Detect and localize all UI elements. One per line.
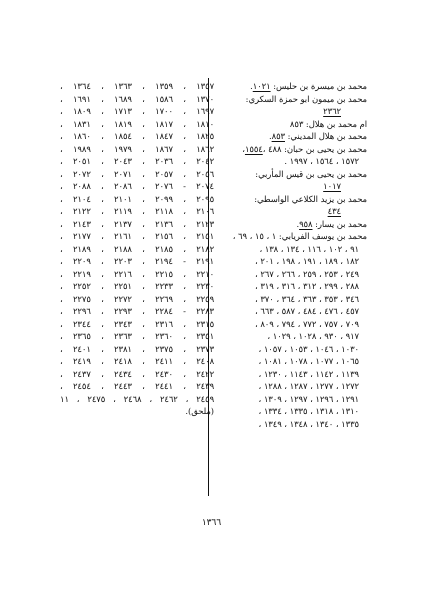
entry-text: محمد بن هلال المديني: xyxy=(285,131,367,141)
index-number-line: ٢١٠٦ ، ٢١١٨ ، ٢١١٩ ، ٢١٢٢ ، xyxy=(60,206,214,216)
index-number-line: ٢٢٥٩ ، ٢٢٦٩ ، ٢٢٧٢ ، ٢٢٧٥ ، xyxy=(60,293,214,304)
index-number-line: ٢٤٢٢ ، ٢٤٣٠ ، ٢٤٣٤ ، ٢٤٣٧ ، xyxy=(60,368,214,379)
index-entry-line xyxy=(209,155,367,168)
entry-reference: ٤٣٤ xyxy=(327,206,341,216)
index-entry-line xyxy=(209,330,367,343)
index-entry-line xyxy=(209,243,367,256)
index-entry-line xyxy=(209,205,367,218)
index-entry-line xyxy=(209,105,367,118)
index-entry-line xyxy=(209,93,367,106)
index-number-line: ٢٢١٠ ، ٢٢١٥ ، ٢٢١٦ ، ٢٢١٩ ، xyxy=(60,268,214,279)
index-number-line: ٢٠٥٦ ، ٢٠٥٧ ، ٢٠٧١ ، ٢٠٧٢ ، xyxy=(60,168,214,179)
index-entry-line xyxy=(209,168,367,181)
index-number-line: ١٨٢٥ ، ١٨٤٧ ، ١٨٥٤ ، ١٨٦٠ ، xyxy=(60,131,214,141)
index-number-line: ٢١٨٢ ، ٢١٨٥ ، ٢١٨٨ ، ٢١٨٩ ، xyxy=(60,243,214,254)
index-entry-line xyxy=(209,393,367,406)
index-number-line: ٢١٥١ ، ٢١٥٦ ، ٢١٦١ ، ٢١٧٧ ، xyxy=(60,231,214,241)
index-number-line: ٢٠٩٥ ، ٢٠٩٩ ، ٢١٠١ ، ٢١٠٤ ، xyxy=(60,193,214,204)
index-entry-line xyxy=(209,293,367,306)
entry-text: ١٢٧٢ ، ١٢٧٧ ، ١٢٨٧ ، ١٢٨٨ ، xyxy=(258,381,359,391)
entry-text: ١٥٧٢ ، ١٥٦٤ ، ١٩٩٧ . xyxy=(284,156,359,166)
entry-reference: ٢٣٦٢ xyxy=(323,106,341,116)
index-column-right xyxy=(209,80,367,430)
index-entry-line xyxy=(209,280,367,293)
index-entry-line xyxy=(209,218,367,231)
entry-text: ٣٤٦ ، ٣٥٣ ، ٣٦٣ ، ٣٦٤ ، ٣٧٠ ، xyxy=(254,293,359,304)
index-entry-line xyxy=(209,80,367,93)
index-entry-line xyxy=(209,118,367,131)
index-entry-line xyxy=(209,418,367,431)
index-column-left xyxy=(60,80,214,418)
index-number-line: ٢٣٧٣ ، ٢٣٧٥ ، ٢٣٨١ ، ٢٤٠١ ، xyxy=(60,343,214,354)
entry-punctuation: . xyxy=(268,131,272,141)
index-number-line: ١٨٦٢ ، ١٨٦٧ ، ١٩٧٩ ، ١٩٨٩ ، xyxy=(60,143,214,154)
entry-text: ٧٠٩ ، ٧٥٧ ، ٧٧٢ ، ٧٩٤ ، ٨٠٩ ، xyxy=(254,318,359,329)
entry-reference: ١٠٢١ xyxy=(252,81,271,91)
entry-text: محمد بن يحيى بن قيس المأربي: xyxy=(255,168,367,179)
entry-text: ١٢٩١ ، ١٢٩٦ ، ١٢٩٧ ، ١٣٠٩ ، xyxy=(258,393,359,404)
entry-text: ٢٤٩ ، ٢٥٣ ، ٢٥٩ ، ٢٦٦ ، ٢٦٧ ، xyxy=(254,268,359,279)
index-entry-line xyxy=(209,130,367,143)
index-entry-line xyxy=(209,380,367,393)
entry-text: ٩١٧ ، ٩٣٠ ، ١٠٢٨ ، ١٠٢٩ ، xyxy=(267,331,359,341)
index-number-line: ١٣٥٧ ، ١٣٥٩ ، ١٣٦٣ ، ١٣٦٤ ، xyxy=(60,81,214,91)
entry-text: ١١٣٩ ، ١١٤٢ ، ١١٤٣ ، ١٢٣٠ ، xyxy=(258,368,359,379)
index-entry-line xyxy=(209,255,367,268)
entry-reference: ١٥٥٤ xyxy=(244,143,263,154)
index-number-line: ١٣٧٠ ، ١٥٨٦ ، ١٦٨٩ ، ١٦٩١ ، xyxy=(60,93,214,104)
entry-punctuation: . xyxy=(250,81,253,91)
entry-punctuation: ، xyxy=(242,143,245,154)
entry-punctuation: . xyxy=(296,218,300,229)
entry-text: محمد بن ميسرة بن حليس: xyxy=(270,81,367,91)
index-entry-line xyxy=(209,305,367,318)
index-number-line: ٢٠٧٤ - ٢٠٧٦ ، ٢٠٨٦ ، ٢٠٨٨ ، xyxy=(60,181,214,191)
entry-text: محمد بن ميمون ابو حمزة السكري: xyxy=(245,93,367,104)
index-entry-line xyxy=(209,368,367,381)
entry-text: محمد بن يحيى بن حبان: ٤٨٨ ، xyxy=(262,143,367,154)
index-entry-line xyxy=(209,343,367,356)
entry-text: ١٣١٠ ، ١٣١٨ ، ١٣٣٥ ، ١٣٣٤ ، xyxy=(258,406,359,416)
index-number-line: ٢٤٥٩ ، ٢٤٦٢ ، ٢٤٦٨ ، ٢٤٧٥ ، ١١ xyxy=(60,393,214,404)
entry-text: محمد بن يوسف الفريابي: ١ ، ١٥ ، ٦٩ ، xyxy=(232,231,367,241)
entry-text: ١٠٦٥ ، ١٠٧٧ ، ١٠٧٨ ، ١٠٨١ ، xyxy=(258,356,359,366)
entry-text: ٤٥٧ ، ٤٧٦ ، ٤٨٤ ، ٥٨٧ ، ٦٦٣ ، xyxy=(254,306,359,316)
entry-text: ٩١ ، ١٠٢ ، ١١٦ ، ١٣٤ ، ١٣٨ ، xyxy=(259,243,359,254)
index-entry-line xyxy=(209,318,367,331)
entry-reference: ٨٥٣ xyxy=(271,131,285,141)
index-entry-line xyxy=(209,405,367,418)
index-number-line: ٢٢٨٣ - ٢٢٨٤ ، ٢٢٩٣ ، ٢٢٩٦ ، xyxy=(60,306,214,316)
index-entry-line xyxy=(209,230,367,243)
index-entry-line xyxy=(209,143,367,156)
index-number-line: ٢٣٥١ ، ٢٣٦٠ ، ٢٣٦٣ ، ٢٣٦٥ ، xyxy=(60,331,214,341)
index-entry-line xyxy=(209,268,367,281)
entry-text: ١٨٢ ، ١٨٩ ، ١٩١ ، ١٩٨ ، ٢٠١ ، xyxy=(254,256,359,266)
entry-text: ١٣٣٥ ، ١٣٤٠ ، ١٣٤٨ ، ١٣٤٩ ، xyxy=(258,418,359,429)
entry-text: ١٠٣٠ ، ١٠٤٦ ، ١٠٥٣ ، ١٠٥٧ ، xyxy=(258,343,359,354)
index-number-line: ١٦٩٧ ، ١٧٠٠ ، ١٧١٣ ، ١٨٠٩ ، xyxy=(60,106,214,116)
index-number-line: ٢٠٤٢ ، ٢٠٣٦ ، ٢٠٤٣ ، ٢٠٥١ ، xyxy=(60,156,214,166)
entry-text: محمد بن يزيد الكلاعي الواسطي: xyxy=(254,193,367,204)
index-number-line: ٢٤٠٨ ، ٢٤١١ ، ٢٤١٨ ، ٢٤١٩ ، xyxy=(60,356,214,366)
index-number-line: ٢٢٣٠ ، ٢٢٣٣ ، ٢٢٥١ ، ٢٢٥٢ ، xyxy=(60,281,214,291)
index-number-line: ٢٤٣٩ ، ٢٤٤١ ، ٢٤٤٣ ، ٢٤٥٤ ، xyxy=(60,381,214,391)
entry-reference: ٩٥٨ xyxy=(299,218,313,229)
entry-text: ٢٨٨ ، ٢٩٩ ، ٣١٢ ، ٣١٦ ، ٣١٩ ، xyxy=(254,281,359,291)
index-number-line: ٢١٢٣ ، ٢١٣٦ ، ٢١٣٧ ، ٢١٤٣ ، xyxy=(60,218,214,229)
index-entry-line xyxy=(209,180,367,193)
index-number-line: ٢٣١٥ ، ٢٣١٦ ، ٢٣٤٣ ، ٢٣٤٤ ، xyxy=(60,318,214,329)
entry-reference: ١٠١٧ xyxy=(323,181,341,191)
page-number: ١٣٦٦ xyxy=(201,518,222,528)
entry-text: ام محمد بن هلال: ٨٥٣ xyxy=(289,118,367,129)
index-entry-line xyxy=(209,355,367,368)
index-number-line: ١٨١٠ ، ١٨١٧ ، ١٨١٩ ، ١٨٣١ ، xyxy=(60,118,214,129)
index-number-line: ٢١٩١ - ٢١٩٤ ، ٢٢٠٣ ، ٢٢٠٩ ، xyxy=(60,256,214,266)
index-entry-line xyxy=(209,193,367,206)
index-number-line: (ملحق). xyxy=(185,406,214,416)
entry-text: محمد بن يسار: xyxy=(312,218,367,229)
